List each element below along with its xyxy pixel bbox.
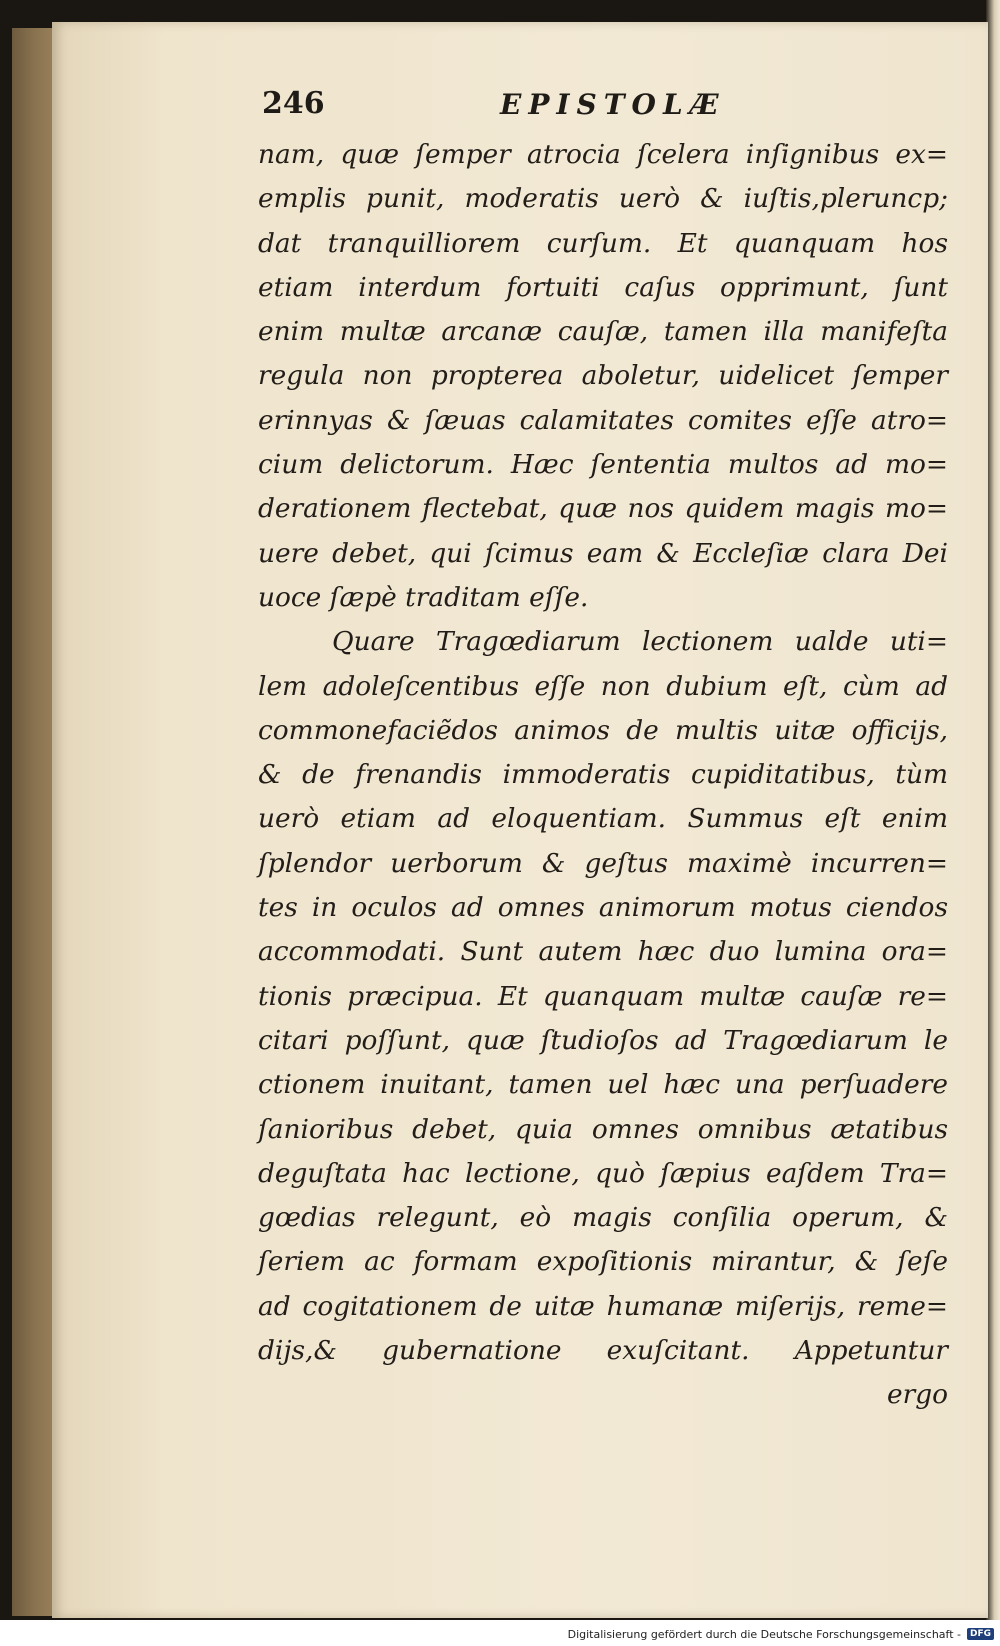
text-line: uerò etiam ad eloquentiam. Summus eſt enim — [258, 803, 948, 835]
text-line: commonefaciẽdos animos de multis uitæ officijs, — [258, 714, 948, 746]
text-line: uere debet, qui ſcimus eam & Eccleſiæ clara Dei — [258, 537, 948, 569]
text-line: uoce ſæpè traditam eſſe. — [258, 581, 589, 613]
text-line: accommodati. Sunt autem hæc duo lumina ora= — [258, 936, 948, 968]
text-line: erinnyas & ſæuas calamitates comites eſſe atro= — [258, 404, 948, 436]
text-line: deguſtata hac lectione, quò ſæpius eaſdem Tra= — [258, 1157, 948, 1189]
text-line: regula non propterea aboletur, uidelicet ſemper — [258, 360, 948, 392]
text-line: ſeriem ac formam expoſitionis mirantur, & ſeſe — [258, 1246, 948, 1278]
text-line-paragraph-start: Quare Tragœdiarum lectionem ualde uti= — [332, 626, 948, 658]
page-number: 246 — [262, 86, 325, 121]
text-line: dijs,& gubernatione exuſcitant. Appetuntur — [258, 1335, 948, 1367]
text-line: tes in oculos ad omnes animorum motus ciendos — [258, 892, 948, 924]
text-line: derationem flectebat, quæ nos quidem magis mo= — [258, 493, 948, 525]
footer-credit-text: Digitalisierung gefördert durch die Deutsche Forschungsgemeinschaft - — [567, 1627, 961, 1641]
text-line: emplis punit, moderatis uerò & iuſtis,pleruncp; — [258, 183, 948, 215]
text-line: lem adoleſcentibus eſſe non dubium eſt, cùm ad — [258, 670, 948, 702]
catchword: ergo — [886, 1379, 948, 1411]
text-line: ctionem inuitant, tamen uel hæc una perſuadere — [258, 1069, 948, 1101]
digitization-footer — [568, 1624, 994, 1644]
text-line: tionis præcipua. Et quanquam multæ cauſæ re= — [258, 980, 948, 1012]
text-line: ad cogitationem de uitæ humanæ miſerijs, reme= — [258, 1290, 948, 1322]
page-header — [262, 86, 942, 130]
page-right-edge — [986, 0, 1000, 1620]
text-line: cium delictorum. Hæc ſententia multos ad mo= — [258, 449, 948, 481]
text-line: dat tranquilliorem curſum. Et quanquam hos — [258, 227, 948, 259]
text-line: etiam interdum fortuiti caſus opprimunt, ſunt — [258, 271, 948, 303]
text-line: nam, quæ ſemper atrocia ſcelera inſignibus ex= — [258, 139, 948, 170]
dfg-logo: DFG — [967, 1628, 994, 1640]
text-line: & de frenandis immoderatis cupiditatibus, tùm — [258, 759, 948, 791]
text-line: citari poſſunt, quæ ſtudioſos ad Tragœdiarum le — [258, 1024, 948, 1056]
text-line: ſplendor uerborum & geſtus maximè incurren= — [258, 847, 948, 879]
body-text — [258, 133, 948, 1418]
running-head: EPISTOLÆ — [500, 88, 726, 121]
text-line: ſanioribus debet, quia omnes omnibus ætatibus — [258, 1113, 948, 1145]
text-line: gœdias relegunt, eò magis conſilia operum, & — [258, 1202, 948, 1234]
text-line: enim multæ arcanæ cauſæ, tamen illa manifeſta — [258, 316, 948, 348]
